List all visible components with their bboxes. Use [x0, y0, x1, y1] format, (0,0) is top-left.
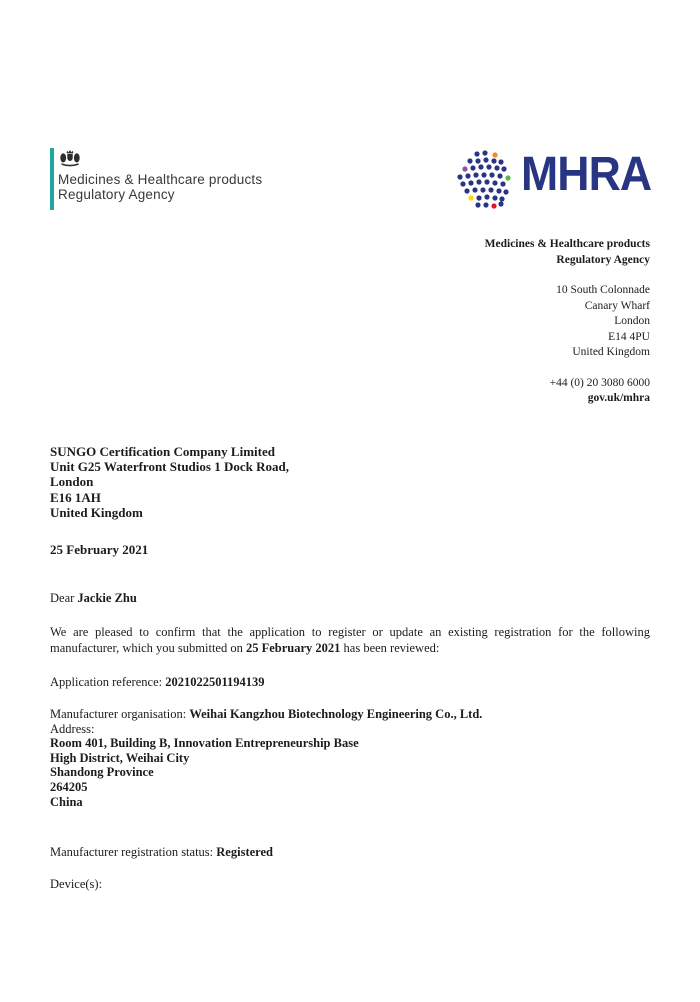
mhra-wordmark: MHRA: [521, 148, 652, 201]
sender-address-line: 10 South Colonnade: [556, 284, 650, 296]
sender-address-line: E14 4PU: [608, 330, 650, 343]
manufacturer-address-line: Room 401, Building B, Innovation Entrepreneurship Base: [50, 736, 359, 751]
manufacturer-address-line: China: [50, 794, 83, 809]
manufacturer-address-line: 264205: [50, 779, 88, 794]
sender-address-block: [330, 237, 650, 407]
salutation-name: Jackie Zhu: [77, 591, 137, 605]
gov-logo-text: [58, 173, 262, 202]
gov-logo: [50, 148, 280, 210]
sender-address-line: United Kingdom: [572, 346, 650, 358]
recipient-line: E16 1AH: [50, 489, 101, 505]
mhra-logo: [455, 147, 655, 215]
body-line1: We are pleased to confirm that the application to register or update an existing registration for the following: [50, 625, 650, 639]
recipient-line: United Kingdom: [50, 504, 143, 520]
manufacturer-block: [50, 707, 482, 809]
body-line2-before: manufacturer, which you submitted on: [50, 640, 246, 655]
body-submitted-date: 25 February 2021: [245, 640, 341, 655]
sender-address-line: Canary Wharf: [584, 299, 650, 312]
salutation: [50, 591, 137, 606]
salutation-prefix: Dear: [50, 591, 78, 605]
mhra-dots-icon: [455, 148, 513, 212]
gov-logo-line1: Medicines & Healthcare products: [58, 172, 263, 187]
recipient-address-block: [50, 444, 289, 520]
sender-org-line1: Medicines & Healthcare products: [484, 238, 650, 250]
application-reference: [50, 675, 265, 690]
teal-divider-bar: [50, 148, 54, 210]
recipient-line: Unit G25 Waterfront Studios 1 Dock Road,: [50, 459, 289, 475]
recipient-line: London: [50, 474, 94, 490]
registration-status-label: Manufacturer registration status:: [50, 845, 217, 859]
manufacturer-address-line: High District, Weihai City: [50, 750, 190, 765]
royal-crest-icon: [58, 148, 82, 169]
sender-phone: +44 (0) 20 3080 6000: [549, 376, 650, 389]
manufacturer-address-label: Address:: [50, 721, 95, 736]
recipient-line: SUNGO Certification Company Limited: [50, 444, 275, 459]
body-line2: [50, 641, 650, 657]
application-reference-label: Application reference:: [50, 675, 166, 689]
letter-date: 25 February 2021: [50, 542, 149, 557]
sender-website: gov.uk/mhra: [587, 392, 650, 404]
gov-logo-line2: Regulatory Agency: [58, 186, 175, 202]
sender-org-line2: Regulatory Agency: [556, 253, 650, 266]
manufacturer-org-value: Weihai Kangzhou Biotechnology Engineering Co., Ltd.: [189, 707, 483, 721]
devices-heading: Device(s):: [50, 877, 103, 891]
body-paragraph: [50, 625, 650, 656]
manufacturer-org: [50, 707, 482, 722]
royal-crest-icon: [58, 148, 82, 169]
sender-address-line: London: [614, 315, 650, 327]
manufacturer-address-line: Shandong Province: [50, 765, 154, 780]
manufacturer-org-label: Manufacturer organisation:: [50, 707, 190, 721]
application-reference-value: 2021022501194139: [165, 675, 265, 689]
registration-status: [50, 845, 273, 860]
body-line2-after: has been reviewed:: [340, 640, 440, 655]
registration-status-value: Registered: [216, 845, 273, 859]
